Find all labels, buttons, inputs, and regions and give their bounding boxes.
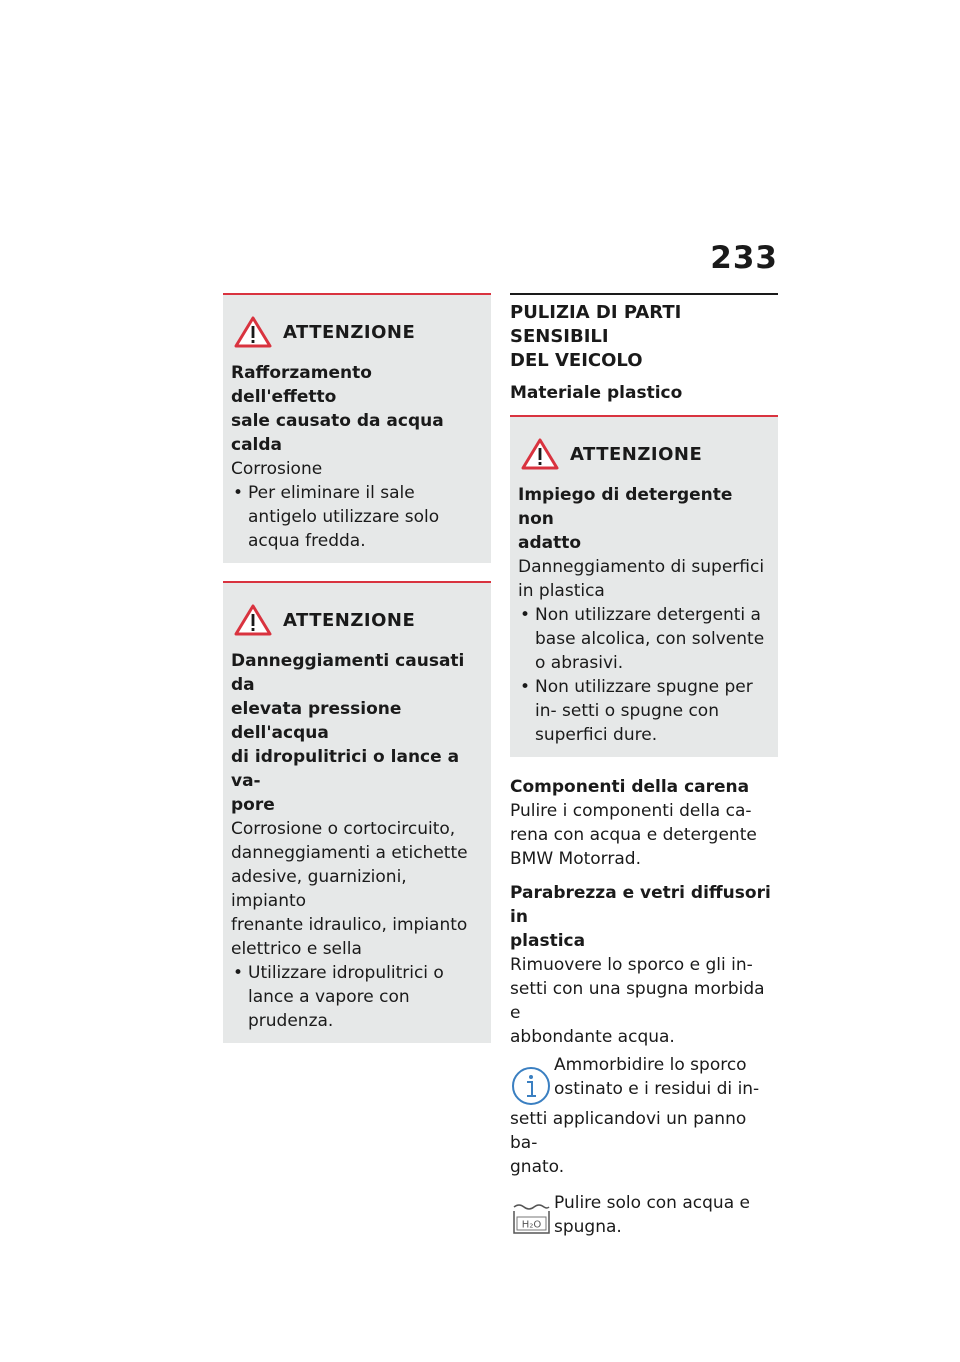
windscreen-title (510, 881, 778, 953)
fairing-text (510, 799, 778, 871)
warning-title: ATTENZIONE (283, 321, 416, 343)
subsection-title: Materiale plastico (510, 383, 683, 403)
section-title (510, 293, 778, 373)
title-line: plastica (510, 931, 586, 951)
consequence-line: adesive, guarnizioni, impianto (231, 867, 407, 911)
info-note-continued (510, 1107, 778, 1179)
warning-consequence (231, 817, 483, 961)
water-note (510, 1191, 778, 1239)
consequence-line: Corrosione o cortocircuito, (231, 819, 456, 839)
warning-title: ATTENZIONE (570, 443, 703, 465)
text-line: setti con una spugna morbida e (510, 979, 765, 1023)
page-number: 233 (710, 240, 778, 276)
warning-subtitle (231, 361, 483, 457)
section-title-line: PULIZIA DI PARTI SENSIBILI (510, 302, 682, 347)
info-note (510, 1053, 778, 1107)
consequence-line: danneggiamenti a etichette (231, 843, 468, 863)
subtitle-line: Rafforzamento dell'effetto (231, 363, 372, 407)
text-line: setti applicandovi un panno ba- (510, 1109, 747, 1153)
fairing-title: Componenti della carena (510, 777, 750, 797)
section-title-line: DEL VEICOLO (510, 350, 643, 371)
subtitle-line: Danneggiamenti causati da (231, 651, 465, 695)
info-icon (510, 1065, 552, 1107)
subtitle-line: adatto (518, 533, 582, 553)
warning-subtitle (518, 483, 770, 555)
text-line: Pulire solo con acqua e (554, 1193, 750, 1213)
warning-bullets (518, 603, 770, 747)
warning-header (231, 603, 483, 637)
text-line: Rimuovere lo sporco e gli in- (510, 955, 753, 975)
consequence-line: Danneggiamento di superfici (518, 557, 765, 577)
text-line: rena con acqua e detergente (510, 825, 757, 845)
warning-header (518, 437, 770, 471)
right-column (510, 293, 778, 1239)
h2o-label: H₂O (521, 1219, 542, 1231)
warning-bullets (231, 481, 483, 553)
text-line: ostinato e i residui di in- (554, 1079, 760, 1099)
warning-title: ATTENZIONE (283, 609, 416, 631)
warning-consequence (518, 555, 770, 603)
subtitle-line: elevata pressione dell'acqua (231, 699, 402, 743)
consequence-line: in plastica (518, 581, 605, 601)
text-line: abbondante acqua. (510, 1027, 675, 1047)
warning-box-pressure (223, 581, 491, 1043)
text-line: BMW Motorrad. (510, 849, 641, 869)
bullet-item: • Non utilizzare spugne per in- setti o spugne con superfici dure. (518, 675, 770, 747)
text-line: Ammorbidire lo sporco (554, 1055, 747, 1075)
warning-header (231, 315, 483, 349)
subtitle-line: Impiego di detergente non (518, 485, 733, 529)
consequence-line: frenante idraulico, impianto (231, 915, 468, 935)
left-column (223, 293, 491, 1061)
warning-bullets (231, 961, 483, 1033)
warning-triangle-icon (233, 603, 273, 637)
water-sponge-icon (510, 1197, 552, 1237)
info-note-text (554, 1053, 759, 1101)
consequence-line: elettrico e sella (231, 939, 362, 959)
title-line: Parabrezza e vetri diffusori in (510, 883, 771, 927)
text-line: gnato. (510, 1157, 565, 1177)
bullet-item: • Per eliminare il sale antigelo utilizzare solo acqua fredda. (231, 481, 483, 553)
water-note-text (554, 1191, 750, 1239)
text-line: spugna. (554, 1217, 622, 1237)
windscreen-text (510, 953, 778, 1049)
warning-box-detergent (510, 415, 778, 757)
subtitle-line: sale causato da acqua calda (231, 411, 444, 455)
warning-box-salt (223, 293, 491, 563)
bullet-item: • Utilizzare idropulitrici o lance a vapore con prudenza. (231, 961, 483, 1033)
warning-triangle-icon (233, 315, 273, 349)
text-line: Pulire i componenti della ca- (510, 801, 752, 821)
bullet-item: • Non utilizzare detergenti a base alcolica, con solvente o abrasivi. (518, 603, 770, 675)
subtitle-line: pore (231, 795, 275, 815)
subtitle-line: di idropulitrici o lance a va- (231, 747, 460, 791)
warning-subtitle (231, 649, 483, 817)
warning-consequence: Corrosione (231, 459, 323, 479)
warning-triangle-icon (520, 437, 560, 471)
